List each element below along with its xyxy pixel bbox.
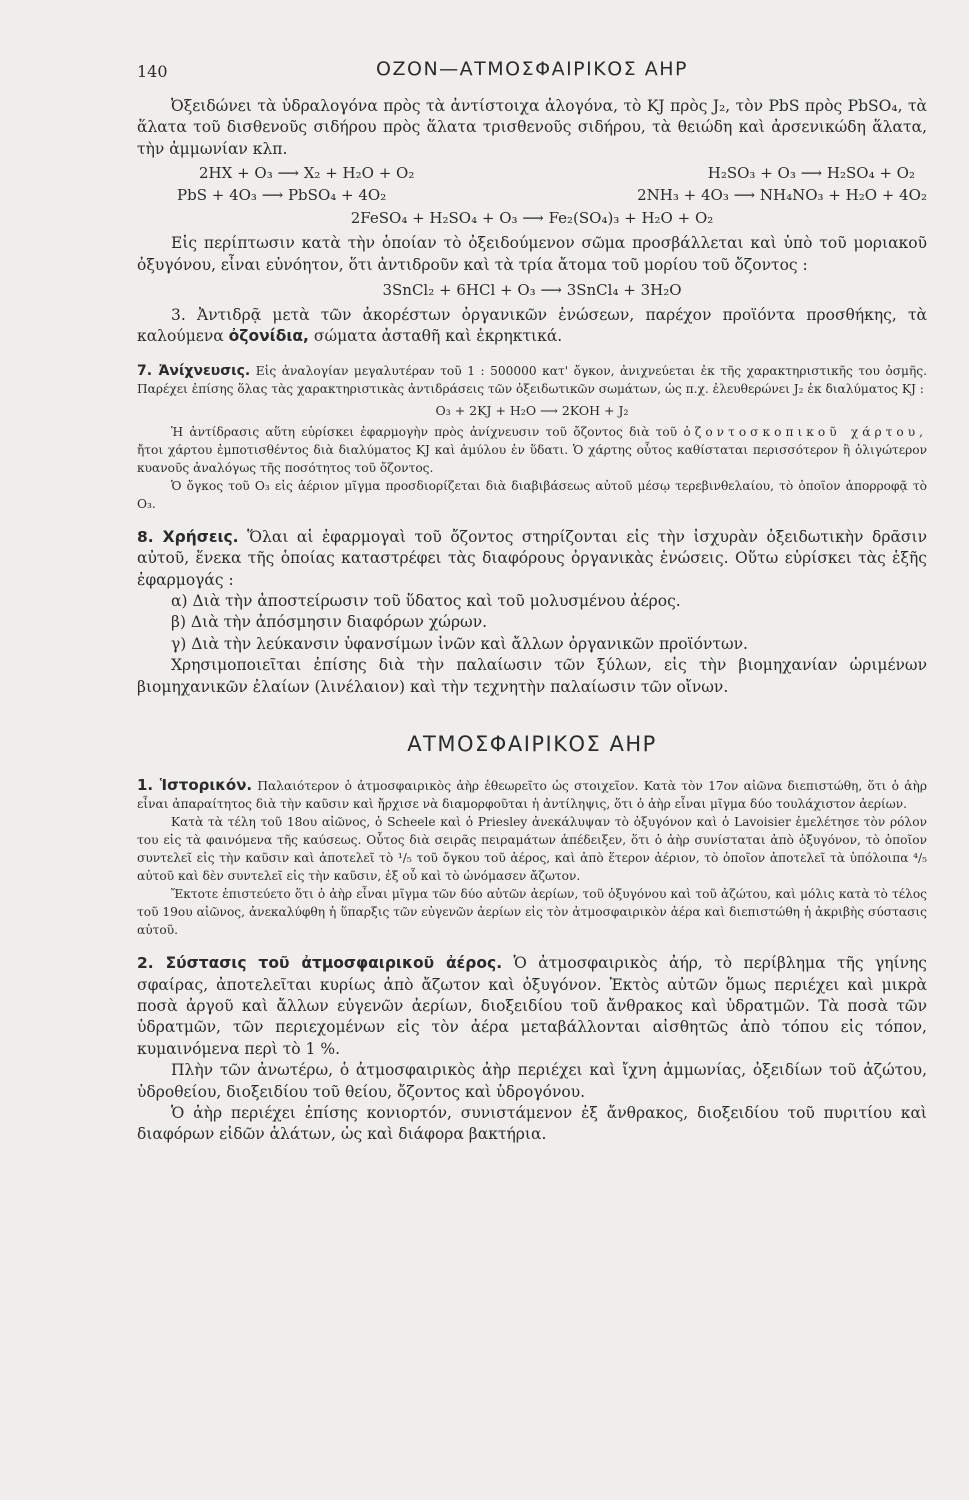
page-number: 140	[137, 62, 168, 81]
equation-row	[137, 164, 927, 182]
list-item: α) Διὰ τὴν ἀποστείρωσιν τοῦ ὕδατος καὶ τοῦ μολυσμένου ἀέρος.	[171, 592, 681, 611]
history-paragraph-2: Κατὰ τὰ τέλη τοῦ 18ου αἰῶνος, ὁ Scheele καὶ ὁ Priesley ἀνεκάλυψαν τὸ ὀξυγόνον καὶ ὁ Lavoisier ἐμελέτησε τὸν ρόλον του εἰς τὰ φαινόμενα τῆς καύσεως. Οὗτος διὰ σειρᾶς πειραμάτων ἀπέδειξεν, ὅτι ὁ ἀὴρ συνίσταται ἀπὸ ὀξυγόνον, τὸ ὁποῖον συντελεῖ εἰς τὴν καῦσιν καὶ ἀποτελεῖ τὸ ¹/₅ τοῦ ὄγκου τοῦ ἀέρος, καὶ ἀπὸ ἕτερον ἀέριον, τὸ ὁποῖον ἀποτελεῖ τὰ ὑπόλοιπα ⁴/₅ αὐτοῦ καὶ δὲν συντελεῖ εἰς τὴν καῦσιν, ἐξ οὗ καὶ τὸ ὠνόμασεν ἄζωτον.	[137, 815, 927, 884]
section-7-paragraph	[137, 362, 927, 398]
equation: 2HX + O₃ ⟶ X₂ + H₂O + O₂	[199, 164, 415, 183]
ozonides-term: ὀζονίδια,	[228, 327, 309, 346]
oxidation-intro: Ὀξειδώνει τὰ ὑδραλογόνα πρὸς τὰ ἀντίστοιχα ἀλογόνα, τὸ KJ πρὸς J₂, τὸν PbS πρὸς PbSO₄, τὰ ἅλατα τοῦ δισθενοῦς σιδήρου πρὸς ἅλατα τρισθενοῦς σιδήρου, τὰ θειώδη καὶ ἀρσενικώδη ἅλατα, τὴν ἀμμωνίαν κλπ.	[137, 97, 927, 158]
composition-heading: 2. Σύστασις τοῦ ἀτμοσφαιρικοῦ ἀέρος.	[137, 954, 503, 973]
page-header	[137, 52, 927, 86]
equation: 2FeSO₄ + H₂SO₄ + O₃ ⟶ Fe₂(SO₄)₃ + H₂O + O₂	[350, 209, 714, 228]
molecular-oxygen-paragraph: Εἰς περίπτωσιν κατὰ τὴν ὁποίαν τὸ ὀξειδούμενον σῶμα προσβάλλεται καὶ ὑπὸ τοῦ μοριακοῦ ὀξυγόνου, εἶναι εὐνόητον, ὅτι ἀντιδροῦν καὶ τὰ τρία ἄτομα τοῦ μορίου τοῦ ὄζοντος :	[137, 234, 927, 274]
section-8-text: Ὅλαι αἱ ἐφαρμογαὶ τοῦ ὄζοντος στηρίζονται εἰς τὴν ἰσχυρὰν ὀξειδωτικὴν δρᾶσιν αὐτοῦ, ἕνεκα τῆς ὁποίας καταστρέφει τὰς διαφόρους ὀργανικὰς ἑνώσεις. Οὕτω εὑρίσκει τὰς ἑξῆς ἐφαρμογάς :	[137, 527, 927, 589]
page-content	[137, 96, 927, 1146]
running-head: ΟΖΟΝ—ΑΤΜΟΣΦΑΙΡΙΚΟΣ ΑΗΡ	[376, 58, 688, 80]
history-paragraph	[137, 776, 927, 813]
equation: O₃ + 2KJ + H₂O ⟶ 2KOH + J₂	[435, 402, 629, 418]
composition-paragraph-3: Ὁ ἀὴρ περιέχει ἐπίσης κονιορτόν, συνιστάμενον ἐξ ἄνθρακος, διοξειδίου τοῦ πυριτίου καὶ διαφόρων εἰδῶν ἁλάτων, ὡς καὶ διάφορα βακτήρια.	[137, 1103, 927, 1144]
composition-text: Ὁ ἀτμοσφαιρικὸς ἀήρ, τὸ περίβλημα τῆς γηίνης σφαίρας, ἀποτελεῖται κυρίως ἀπὸ ἄζωτον καὶ ὀξυγόνον. Ἐκτὸς αὐτῶν ὅμως περιέχει καὶ μικρὰ ποσὰ ἀργοῦ καὶ ἄλλων εὐγενῶν ἀερίων, διοξειδίου τοῦ ἄνθρακος καὶ ὑδρατμῶν. Τὰ ποσὰ τῶν ὑδρατμῶν, τῶν περιεχομένων εἰς τὸν ἀέρα μεταβάλλονται αἰσθητῶς ἀπὸ τόπου εἰς τόπον, κυμαινόμενα περὶ τὸ 1 %.	[137, 954, 927, 1058]
section-8-paragraph	[137, 527, 927, 591]
list-item: γ) Διὰ τὴν λεύκανσιν ὑφανσίμων ἰνῶν καὶ ἄλλων ὀργανικῶν προϊόντων.	[171, 634, 748, 653]
equation-row	[137, 186, 927, 204]
section-8-heading: 8. Χρήσεις.	[137, 527, 239, 546]
equation: H₂SO₃ + O₃ ⟶ H₂SO₄ + O₂	[707, 164, 915, 183]
equation: PbS + 4O₃ ⟶ PbSO₄ + 4O₂	[177, 186, 387, 205]
composition-paragraph-2: Πλὴν τῶν ἀνωτέρω, ὁ ἀτμοσφαιρικὸς ἀὴρ περιέχει καὶ ἴχνη ἀμμωνίας, ὀξειδίων τοῦ ἀζώτου, ὑδροθείου, διοξειδίου τοῦ θείου, ὄζοντος καὶ ὑδρογόνου.	[137, 1061, 927, 1101]
section-7-heading: 7. Ἀνίχνευσις.	[137, 362, 251, 379]
ozonoscopic-paper-term: ὀζοντοσκοπικοῦ χάρτου,	[683, 424, 927, 439]
section-8-closing: Χρησιμοποιεῖται ἐπίσης διὰ τὴν παλαίωσιν τῶν ξύλων, εἰς τὴν βιομηχανίαν ὡριμένων βιομηχανικῶν ἐλαίων (λινέλαιον) καὶ τὴν τεχνητὴν παλαίωσιν τῶν οἴνων.	[137, 656, 927, 696]
equation: 2NH₃ + 4O₃ ⟶ NH₄NO₃ + H₂O + 4O₂	[637, 186, 927, 205]
point-3-text: 3. Ἀντιδρᾷ μετὰ τῶν ἀκορέστων ὀργανικῶν ἑνώσεων, παρέχον προϊόντα προσθήκης, τὰ καλούμενα	[137, 306, 927, 346]
ozonoscope-paragraph	[137, 423, 927, 477]
history-heading: 1. Ἱστορικόν.	[137, 776, 253, 795]
history-text: Παλαιότερον ὁ ἀτμοσφαιρικὸς ἀὴρ ἐθεωρεῖτο ὡς στοιχεῖον. Κατὰ τὸν 17ον αἰῶνα διεπιστώθη, ὅτι ὁ ἀὴρ εἶναι ἀπαραίτητος διὰ τὴν καῦσιν καὶ ἤρχισε νὰ διαμορφοῦται ἡ ἀντίληψις, ὅτι ὁ ἀὴρ εἶναι μῖγμα δύο τουλάχιστον ἀερίων.	[137, 779, 927, 812]
point-3-paragraph	[137, 305, 927, 348]
point-3-text-end: σώματα ἀσταθῆ καὶ ἐκρηκτικά.	[308, 327, 563, 346]
ozonoscope-text-end: ἤτοι χάρτου ἐμποτισθέντος διὰ διαλύματος KJ καὶ ἀμύλου ἐν ὕδατι. Ὁ χάρτης οὗτος καθίσταται περισσότερον ἢ ὀλιγώτερον κυανοῦς ἀναλόγως τῆς ποσότητος τοῦ ὄζοντος.	[137, 442, 927, 475]
equation: 3SnCl₂ + 6HCl + O₃ ⟶ 3SnCl₄ + 3H₂O	[382, 281, 682, 300]
section-7-text: Εἰς ἀναλογίαν μεγαλυτέραν τοῦ 1 : 500000 κατ' ὄγκον, ἀνιχνεύεται ἐκ τῆς χαρακτηριστικῆς του ὀσμῆς. Παρέχει ἐπίσης ὅλας τὰς χαρακτηριστικὰς ἀντιδράσεις τῶν ὀξειδωτικῶν σωμάτων, ὡς π.χ. ἐλευθερώνει J₂ ἐκ διαλύματος KJ :	[137, 363, 927, 396]
composition-paragraph	[137, 953, 927, 1060]
history-paragraph-3: Ἔκτοτε ἐπιστεύετο ὅτι ὁ ἀὴρ εἶναι μῖγμα τῶν δύο αὐτῶν ἀερίων, τοῦ ὀξυγόνου καὶ τοῦ ἀζώτου, καὶ μόλις κατὰ τὸ τέλος τοῦ 19ου αἰῶνος, ἀνεκαλύφθη ἡ ὕπαρξις τῶν εὐγενῶν ἀερίων εἰς τὸν ἀτμοσφαιρικὸν ἀέρα καὶ διεπιστώθη ἡ ἀκριβὴς σύστασις αὐτοῦ.	[137, 887, 927, 938]
section-title: ΑΤΜΟΣΦΑΙΡΙΚΟΣ ΑΗΡ	[407, 732, 657, 757]
volume-paragraph: Ὁ ὄγκος τοῦ O₃ εἰς ἀέριον μῖγμα προσδιορίζεται διὰ διαβιβάσεως αὐτοῦ μέσῳ τερεβινθελαίου, τὸ ὁποῖον ἀπορροφᾷ τὸ O₃.	[137, 478, 927, 511]
ozonoscope-text: Ἡ ἀντίδρασις αὕτη εὑρίσκει ἐφαρμογὴν πρὸς ἀνίχνευσιν τοῦ ὄζοντος διὰ τοῦ	[171, 424, 684, 439]
list-item: β) Διὰ τὴν ἀπόσμησιν διαφόρων χώρων.	[171, 613, 488, 632]
